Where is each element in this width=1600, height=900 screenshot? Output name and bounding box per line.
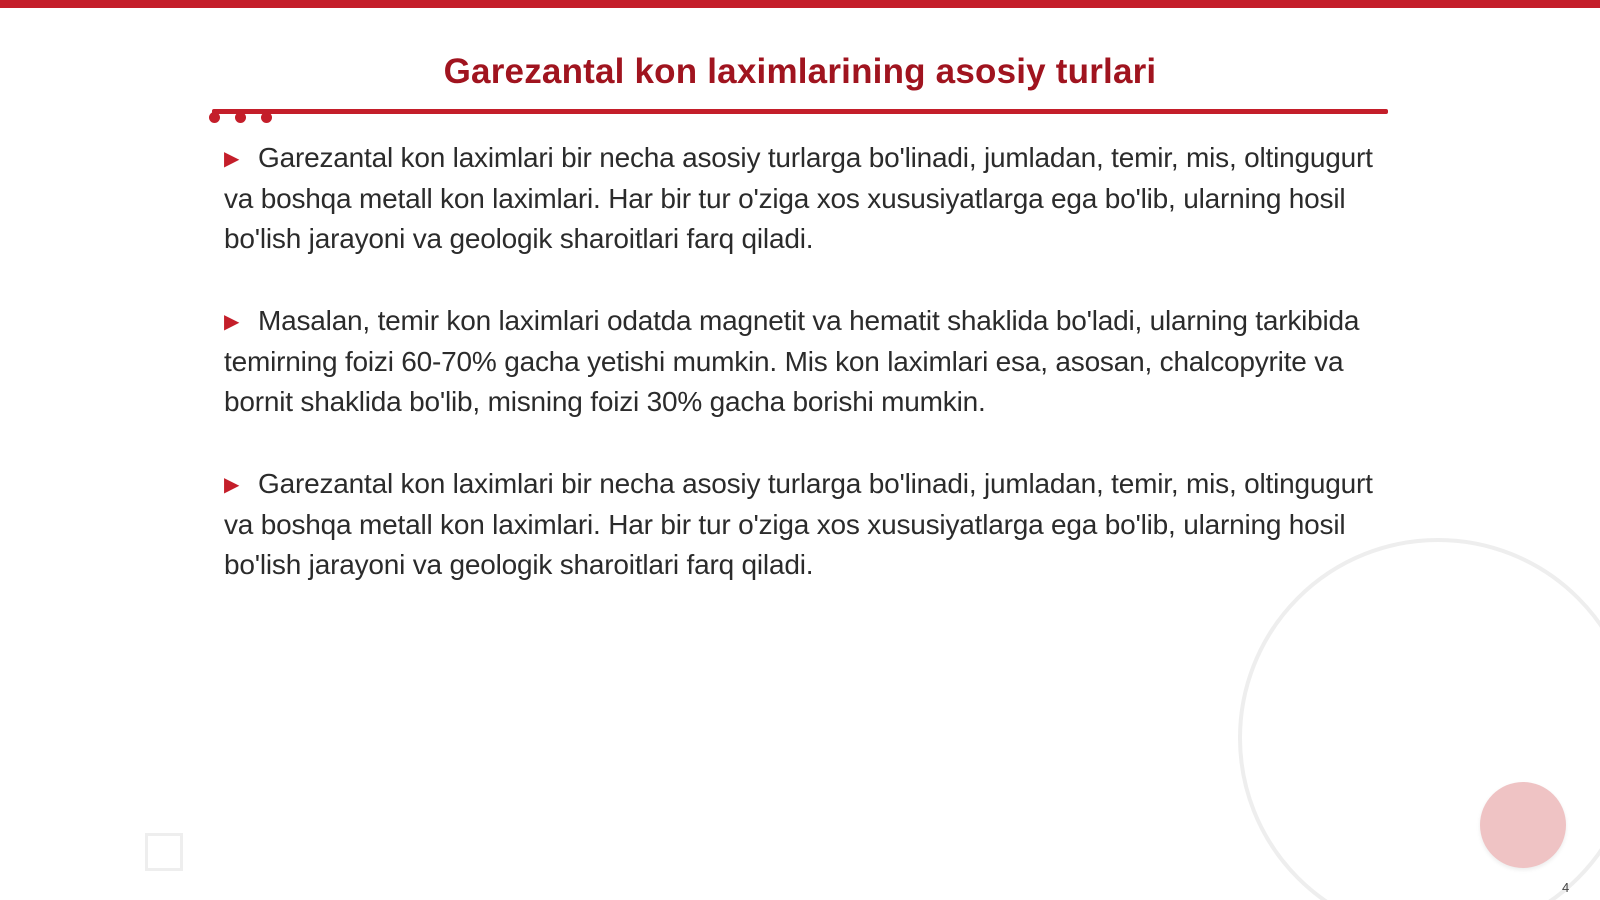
bullet-paragraph [224,138,1384,259]
paragraph-text: Garezantal kon laximlari bir necha asosiy turlarga bo'linadi, jumladan, temir, mis, oltingugurt va boshqa metall kon laximlari. Har bir tur o'ziga xos xususiyatlarga ega bo'lib, ularning hosil bo'lish jarayoni va geologik sharoitlari farq qiladi. [224,142,1373,254]
bullet-arrow-icon: ▶ [224,311,240,333]
bullet-arrow-icon: ▶ [224,148,240,170]
decorative-pink-circle [1480,782,1566,868]
title-dot-decoration [261,112,272,123]
top-accent-bar [0,0,1600,8]
page-number: 4 [1562,880,1570,895]
decorative-square [145,833,183,871]
title-dot-decoration [209,112,220,123]
bullet-paragraph [224,464,1384,585]
paragraph-text: Masalan, temir kon laximlari odatda magnetit va hematit shaklida bo'ladi, ularning tarkibida temirning foizi 60-70% gacha yetishi mumkin. Mis kon laximlari esa, asosan, chalcopyrite va bornit shaklida bo'lib, misning foizi 30% gacha borishi mumkin. [224,305,1360,417]
bullet-arrow-icon: ▶ [224,474,240,496]
slide-body [224,138,1384,627]
slide-title: Garezantal kon laximlarining asosiy turlari [443,52,1157,91]
title-underline [212,109,1388,114]
paragraph-text: Garezantal kon laximlari bir necha asosiy turlarga bo'linadi, jumladan, temir, mis, oltingugurt va boshqa metall kon laximlari. Har bir tur o'ziga xos xususiyatlarga ega bo'lib, ularning hosil bo'lish jarayoni va geologik sharoitlari farq qiladi. [224,468,1373,580]
title-dot-decoration [235,112,246,123]
bullet-paragraph [224,301,1384,422]
